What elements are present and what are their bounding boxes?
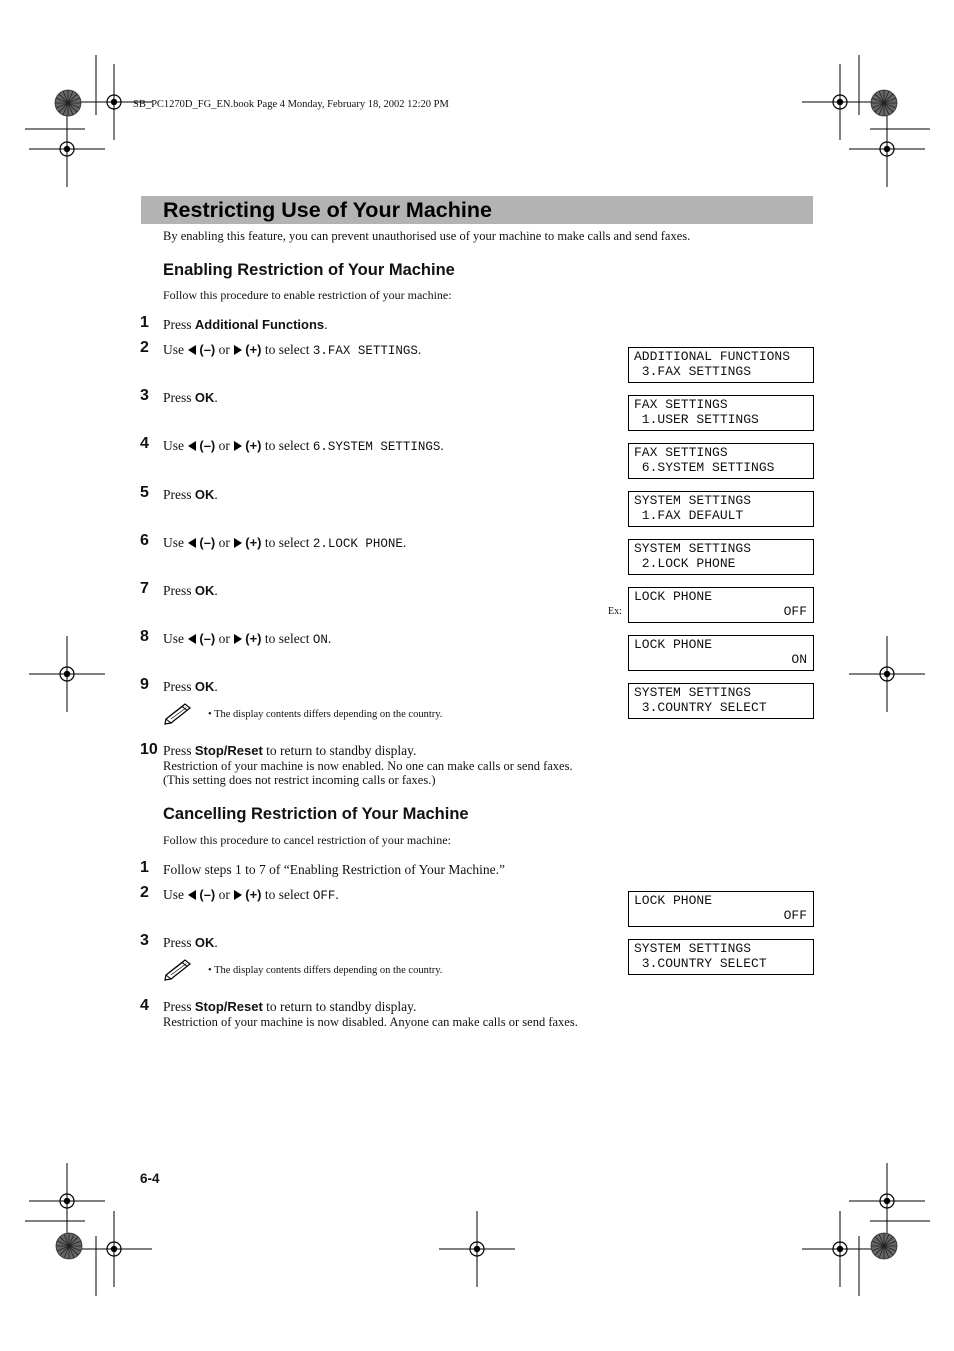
step-text: Press Additional Functions. [163, 317, 328, 332]
step-text: Press Stop/Reset to return to standby display. [163, 999, 417, 1014]
step-number: 10 [140, 741, 158, 758]
lcd-display: LOCK PHONE ON [628, 635, 814, 671]
lcd-display: LOCK PHONE OFF [628, 891, 814, 927]
step-number: 9 [140, 676, 149, 693]
step-text: Press OK. [163, 487, 218, 502]
enable-heading: Enabling Restriction of Your Machine [163, 261, 455, 279]
step-number: 4 [140, 435, 149, 452]
page-intro: By enabling this feature, you can prevent unauthorised use of your machine to make calls and send faxes. [163, 229, 691, 243]
enable-result-note: (This setting does not restrict incoming calls or faxes.) [163, 773, 436, 787]
step-text: Press OK. [163, 935, 218, 950]
step-number: 6 [140, 532, 149, 549]
enable-result-text: Restriction of your machine is now enabled. No one can make calls or send faxes. [163, 759, 573, 773]
cancel-result-text: Restriction of your machine is now disabled. Anyone can make calls or send faxes. [163, 1015, 578, 1029]
step-text: Use (–) or (+) to select 6.SYSTEM SETTINGS. [163, 438, 444, 454]
step-text: Press Stop/Reset to return to standby display. [163, 743, 417, 758]
lcd-display: FAX SETTINGS 6.SYSTEM SETTINGS [628, 443, 814, 479]
cancel-intro: Follow this procedure to cancel restriction of your machine: [163, 833, 451, 847]
step-text: Press OK. [163, 679, 218, 694]
step-number: 3 [140, 387, 149, 404]
file-header-line: SB_PC1270D_FG_EN.book Page 4 Monday, February 18, 2002 12:20 PM [133, 99, 449, 110]
step-number: 8 [140, 628, 149, 645]
step-number: 1 [140, 859, 149, 876]
step-number: 2 [140, 884, 149, 901]
cancel-heading: Cancelling Restriction of Your Machine [163, 805, 469, 823]
step-number: 3 [140, 932, 149, 949]
step-text: Press OK. [163, 583, 218, 598]
step-number: 2 [140, 339, 149, 356]
lcd-display: FAX SETTINGS 1.USER SETTINGS [628, 395, 814, 431]
step-text: Use (–) or (+) to select ON. [163, 631, 332, 647]
step-number: 4 [140, 997, 149, 1014]
page-title: Restricting Use of Your Machine [163, 198, 492, 222]
lcd-display: SYSTEM SETTINGS 2.LOCK PHONE [628, 539, 814, 575]
lcd-display: SYSTEM SETTINGS 1.FAX DEFAULT [628, 491, 814, 527]
lcd-display: SYSTEM SETTINGS 3.COUNTRY SELECT [628, 939, 814, 975]
note-text: • The display contents differs depending on the country. [208, 709, 443, 720]
step-number: 7 [140, 580, 149, 597]
example-label: Ex: [608, 606, 622, 617]
lcd-display: ADDITIONAL FUNCTIONS 3.FAX SETTINGS [628, 347, 814, 383]
lcd-display: SYSTEM SETTINGS 3.COUNTRY SELECT [628, 683, 814, 719]
step-text: Follow steps 1 to 7 of “Enabling Restriction of Your Machine.” [163, 862, 505, 877]
step-text: Press OK. [163, 390, 218, 405]
note-text: • The display contents differs depending on the country. [208, 965, 443, 976]
step-text: Use (–) or (+) to select OFF. [163, 887, 339, 903]
step-number: 1 [140, 314, 149, 331]
enable-intro: Follow this procedure to enable restriction of your machine: [163, 288, 452, 302]
page-number: 6-4 [140, 1171, 160, 1186]
step-text: Use (–) or (+) to select 2.LOCK PHONE. [163, 535, 407, 551]
step-number: 5 [140, 484, 149, 501]
step-text: Use (–) or (+) to select 3.FAX SETTINGS. [163, 342, 422, 358]
lcd-display: LOCK PHONE OFF [628, 587, 814, 623]
